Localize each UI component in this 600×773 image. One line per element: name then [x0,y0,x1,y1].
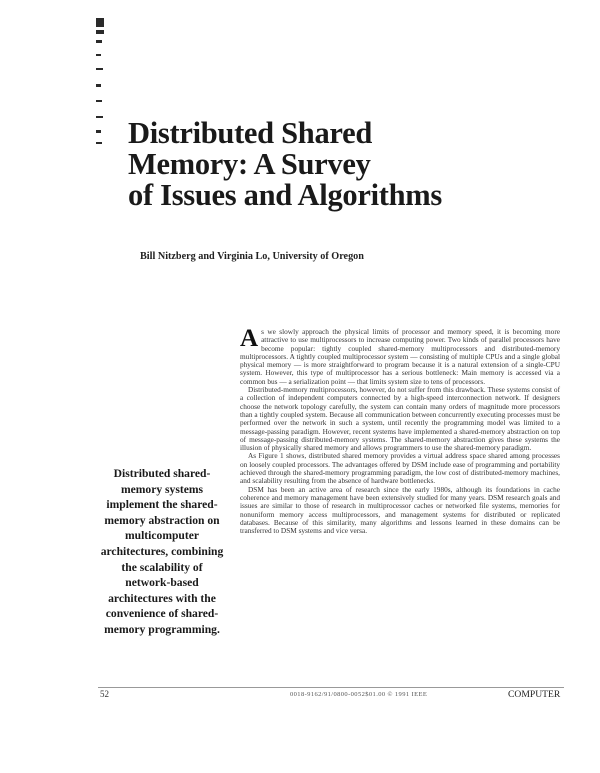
title-line-2: Memory: A Survey [128,147,371,181]
pull-quote: Distributed shared-memory systems implement the shared-memory abstraction on multicomputer architectures, combining the scalability of network-based architectures with the convenience of shared-memory programming. [100,467,224,636]
title-line-1: Distributed Shared [128,116,373,150]
title-line-3: of Issues and Algorithms [128,178,442,212]
drop-cap: A [240,325,259,352]
footer-issue-info: 0018-9162/91/0800-0052$01.00 © 1991 IEEE [290,691,428,698]
body-paragraph: DSM has been an active area of research since the early 1980s, although its foundations in cache coherence and memory management have been extensively studied for many years. DSM research goals and issues are similar to those of research in multiprocessor caches or networked file systems, memories for nonuniform memory access multiprocessors, and management systems for distributed or replicated databases. Because of this similarity, many algorithms and lessons learned in these domains can be transferred to DSM systems and vice versa. [240,484,560,536]
body-paragraph-text: s we slowly approach the physical limits of processor and memory speed, it is becoming more attractive to use multiprocessors to increase computing power. Two kinds of parallel processors have become popular: tightly coupled shared-memory multiprocessors and distributed-memory multiprocessors. A tightly coupled multiprocessor system — consisting of multiple CPUs and a single global physical memory — is more straightforward to program because it is a natural extension of a single-CPU system. However, this type of multiprocessor has a serious bottleneck: Main memory is accessed via a common bus — a serialization point — that limits system size to tens of processors. [240,327,560,386]
page-number: 52 [100,689,109,699]
body-paragraph [240,325,560,386]
body-text-column [240,325,560,536]
scan-edge-marks [96,18,106,148]
footer-rule [98,687,564,688]
journal-name: COMPUTER [508,689,561,700]
body-paragraph: Distributed-memory multiprocessors, however, do not suffer from this drawback. These systems consist of a collection of independent computers connected by a high-speed interconnection network. If designers choose the network topology carefully, the system can contain many orders of magnitude more processors than a tightly coupled system. Because all communication between concurrently executing processes must be performed over the network in such a system, until recently the programming model was limited to a message-passing paradigm. However, recent systems have implemented a shared-memory abstraction on top of message-passing distributed-memory systems. The shared-memory abstraction gives these systems the illusion of physically shared memory and allows programmers to use the shared-memory paradigm. [240,385,560,453]
body-paragraph: As Figure 1 shows, distributed shared memory provides a virtual address space shared among processes on loosely coupled processors. The advantages offered by DSM include ease of programming and portability achieved through the shared-memory programming paradigm, the low cost of distributed-memory machines, and scalability resulting from the absence of hardware bottlenecks. [240,451,560,486]
author-byline: Bill Nitzberg and Virginia Lo, University of Oregon [140,251,364,262]
article-title [128,118,548,211]
